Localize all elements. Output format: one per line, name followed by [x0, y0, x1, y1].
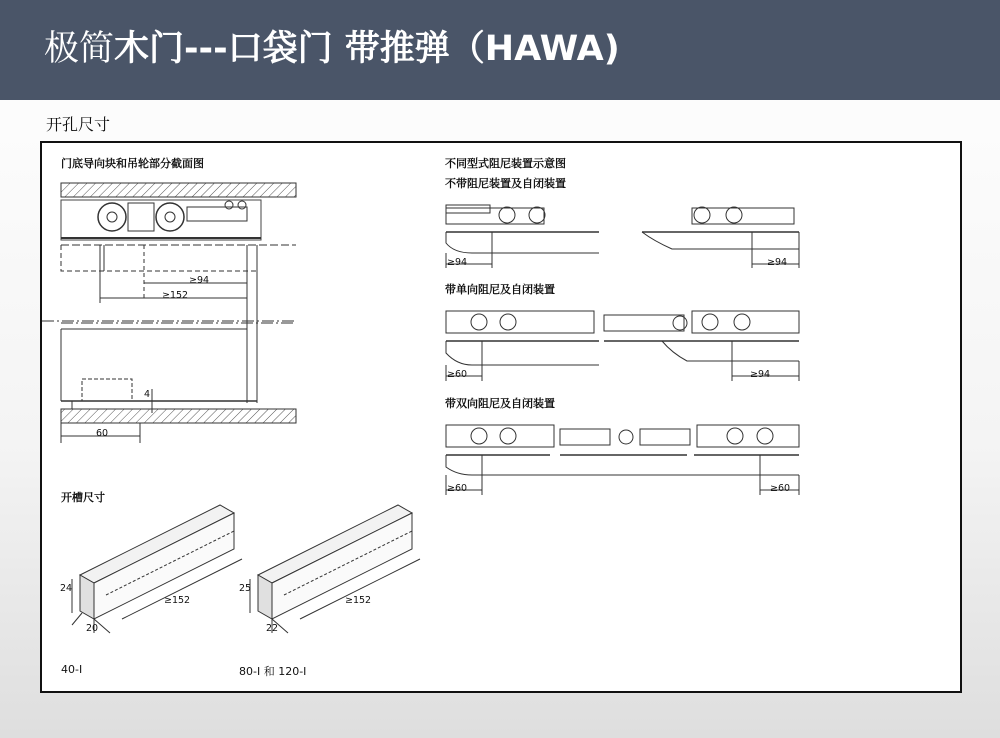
groove-b-width: 22 — [266, 623, 279, 634]
section-diagram-title: 门底导向块和吊轮部分截面图 — [61, 157, 204, 170]
technical-drawing — [42, 143, 960, 691]
groove-a-height: 24 — [60, 583, 73, 594]
groove-a-caption: 40-I — [61, 663, 83, 676]
damper-diagram-single — [446, 311, 799, 381]
groove-drawing-b — [250, 505, 420, 633]
damper-types-title: 不同型式阻尼装置示意图 — [445, 157, 566, 170]
damper-single-dim-right: ≥94 — [750, 369, 771, 380]
groove-b-caption: 80-I 和 120-I — [239, 665, 307, 678]
groove-b-height: 25 — [239, 583, 252, 594]
damper-single-dim-left: ≥60 — [447, 369, 468, 380]
damper-double-label: 带双向阻尼及自闭装置 — [445, 397, 555, 410]
damper-diagram-none — [446, 205, 799, 268]
title-light-part: 极简 — [44, 29, 115, 69]
dim-label-94: ≥94 — [189, 275, 210, 286]
groove-a-width: 20 — [86, 623, 99, 634]
damper-none-dim-left: ≥94 — [447, 257, 468, 268]
title-bar — [0, 0, 1000, 100]
damper-diagram-double — [446, 425, 799, 495]
damper-double-dim-right: ≥60 — [770, 483, 791, 494]
title-bold-part: 木门---口袋门 带推弹（HAWA) — [114, 29, 620, 69]
drawing-panel — [40, 141, 962, 693]
damper-double-dim-left: ≥60 — [447, 483, 468, 494]
ceiling-hatch — [61, 183, 296, 197]
damper-none-dim-right: ≥94 — [767, 257, 788, 268]
damper-single-label: 带单向阻尼及自闭装置 — [445, 283, 555, 296]
page-title — [44, 24, 620, 74]
section-subtitle: 开孔尺寸 — [46, 115, 111, 134]
dim-label-60: 60 — [96, 428, 109, 439]
floor-hatch — [61, 409, 296, 423]
dim-label-152: ≥152 — [162, 290, 189, 301]
damper-none-label: 不带阻尼装置及自闭装置 — [445, 177, 566, 190]
groove-b-length: ≥152 — [345, 595, 372, 606]
groove-title: 开槽尺寸 — [61, 491, 105, 504]
section-diagram — [42, 183, 296, 443]
groove-a-length: ≥152 — [164, 595, 191, 606]
dim-label-4: 4 — [144, 389, 151, 400]
groove-drawing-a — [72, 505, 242, 633]
